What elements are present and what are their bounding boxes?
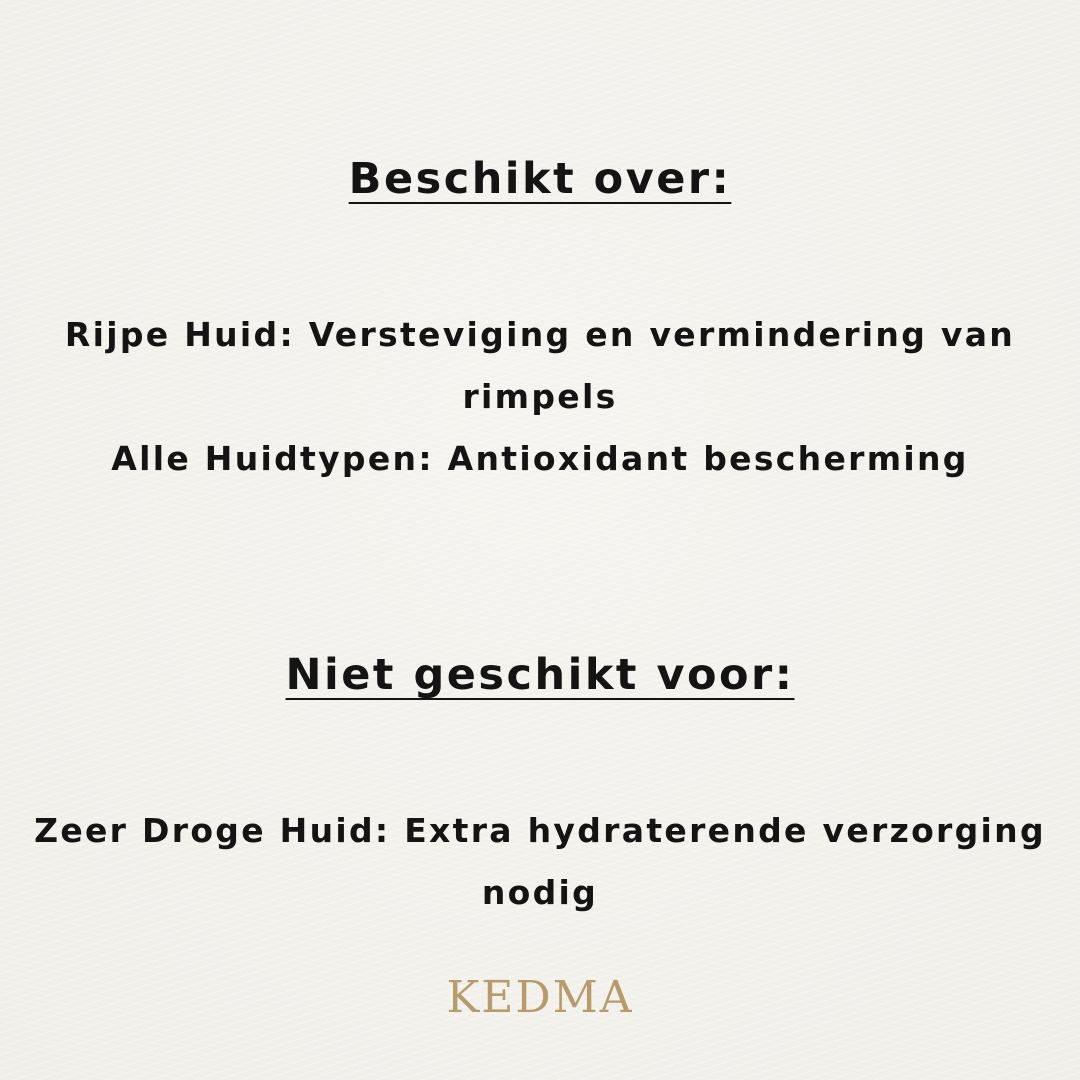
not-suitable-list — [20, 800, 1060, 924]
not-suitable-heading-text: Niet geschikt voor: — [285, 650, 795, 700]
suitable-line: rimpels — [462, 377, 618, 416]
not-suitable-line: Zeer Droge Huid: Extra hydraterende verzorging — [34, 811, 1046, 850]
brand-logo — [0, 972, 1080, 1023]
suitable-heading-text: Beschikt over: — [348, 154, 732, 204]
not-suitable-line: nodig — [481, 873, 599, 912]
not-suitable-heading — [0, 650, 1080, 700]
suitable-heading — [0, 154, 1080, 204]
suitable-list — [20, 304, 1060, 490]
suitable-line: Alle Huidtypen: Antioxidant bescherming — [111, 439, 969, 478]
brand-logo-text: KEDMA — [446, 972, 634, 1023]
suitable-line: Rijpe Huid: Versteviging en vermindering van — [64, 315, 1016, 354]
